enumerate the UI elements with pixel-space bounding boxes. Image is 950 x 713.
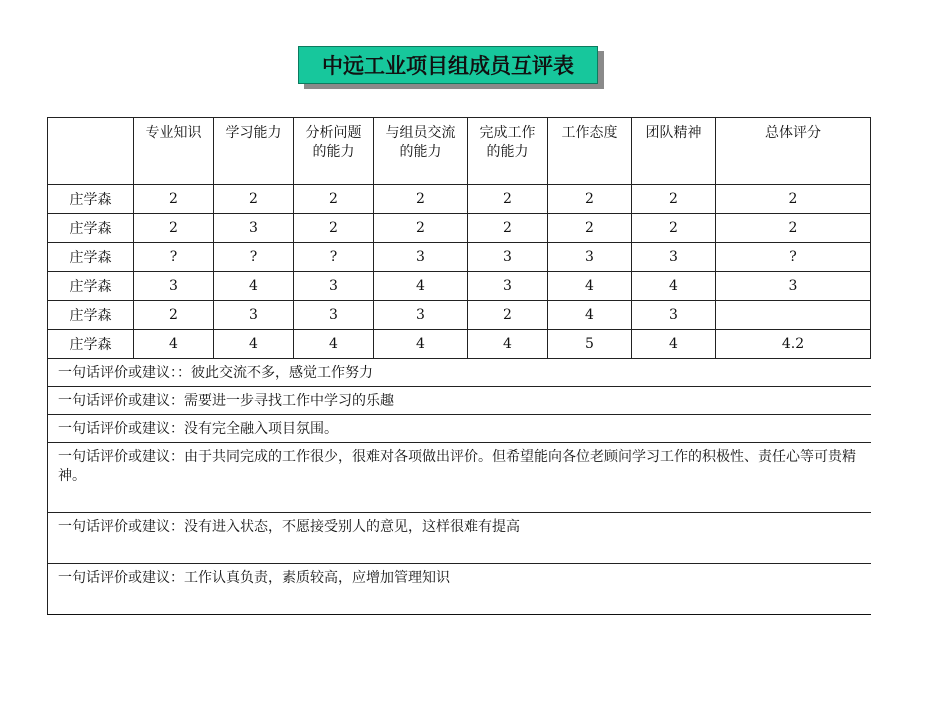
score-cell: 3 <box>468 272 548 301</box>
score-cell: ? <box>294 243 374 272</box>
score-cell: 2 <box>374 214 468 243</box>
score-cell: 3 <box>374 243 468 272</box>
comment-text: 一句话评价或建议：需要进一步寻找工作中学习的乐趣 <box>48 387 871 415</box>
header-cell-learning-ability: 学习能力 <box>214 118 294 185</box>
score-cell: 3 <box>134 272 214 301</box>
score-cell: 3 <box>214 301 294 330</box>
header-row <box>48 118 871 185</box>
table-row <box>48 214 871 243</box>
score-cell: 2 <box>214 185 294 214</box>
overall-score-cell: 4.2 <box>716 330 871 359</box>
comment-text: 一句话评价或建议：工作认真负责，素质较高，应增加管理知识 <box>48 564 871 615</box>
member-name: 庄学森 <box>48 301 134 330</box>
score-cell: 2 <box>548 214 632 243</box>
comment-text: 一句话评价或建议：没有完全融入项目氛围。 <box>48 415 871 443</box>
score-cell: 4 <box>374 272 468 301</box>
page-title: 中远工业项目组成员互评表 <box>298 46 598 84</box>
header-cell-team-spirit: 团队精神 <box>632 118 716 185</box>
member-name: 庄学森 <box>48 243 134 272</box>
comment-row <box>48 513 871 564</box>
score-cell: 2 <box>548 185 632 214</box>
comment-row <box>48 415 871 443</box>
header-cell-work-attitude: 工作态度 <box>548 118 632 185</box>
score-cell: 4 <box>548 272 632 301</box>
comment-row <box>48 443 871 513</box>
score-cell: 4 <box>214 272 294 301</box>
header-cell-overall-score: 总体评分 <box>716 118 871 185</box>
score-cell: 4 <box>548 301 632 330</box>
overall-score-cell <box>716 301 871 330</box>
score-cell: 3 <box>632 301 716 330</box>
table-row <box>48 301 871 330</box>
score-cell: 4 <box>632 272 716 301</box>
score-cell: 2 <box>468 301 548 330</box>
score-cell: 2 <box>134 301 214 330</box>
table-row <box>48 330 871 359</box>
header-cell-analysis-ability: 分析问题的能力 <box>294 118 374 185</box>
score-cell: 2 <box>134 214 214 243</box>
table-row <box>48 185 871 214</box>
score-cell: 3 <box>294 272 374 301</box>
comment-text: 一句话评价或建议：没有进入状态，不愿接受别人的意见，这样很难有提高 <box>48 513 871 564</box>
comment-row <box>48 387 871 415</box>
score-cell: 2 <box>294 185 374 214</box>
score-cell: 3 <box>214 214 294 243</box>
member-name: 庄学森 <box>48 185 134 214</box>
score-cell: 3 <box>548 243 632 272</box>
peer-evaluation-table <box>47 117 871 615</box>
header-cell-communication-ability: 与组员交流的能力 <box>374 118 468 185</box>
score-cell: 3 <box>468 243 548 272</box>
score-cell: 4 <box>468 330 548 359</box>
score-cell: 2 <box>632 185 716 214</box>
score-cell: ? <box>214 243 294 272</box>
score-cell: 4 <box>214 330 294 359</box>
header-cell-professional-knowledge: 专业知识 <box>134 118 214 185</box>
table-row <box>48 243 871 272</box>
score-cell: 2 <box>134 185 214 214</box>
score-cell: 3 <box>294 301 374 330</box>
score-cell: 3 <box>632 243 716 272</box>
header-cell-work-completion-ability: 完成工作的能力 <box>468 118 548 185</box>
score-cell: 4 <box>632 330 716 359</box>
title-banner <box>298 46 603 90</box>
overall-score-cell: 2 <box>716 214 871 243</box>
comment-row <box>48 359 871 387</box>
header-cell-name <box>48 118 134 185</box>
score-cell: 2 <box>294 214 374 243</box>
comment-text: 一句话评价或建议：：彼此交流不多，感觉工作努力 <box>48 359 871 387</box>
comment-text: 一句话评价或建议：由于共同完成的工作很少，很难对各项做出评价。但希望能向各位老顾问学习工作的积极性、责任心等可贵精神。 <box>48 443 871 513</box>
member-name: 庄学森 <box>48 272 134 301</box>
score-cell: 2 <box>374 185 468 214</box>
score-cell: 3 <box>374 301 468 330</box>
member-name: 庄学森 <box>48 330 134 359</box>
score-cell: 4 <box>294 330 374 359</box>
score-cell: 2 <box>632 214 716 243</box>
overall-score-cell: ? <box>716 243 871 272</box>
score-cell: 4 <box>134 330 214 359</box>
score-cell: 5 <box>548 330 632 359</box>
overall-score-cell: 3 <box>716 272 871 301</box>
score-cell: 4 <box>374 330 468 359</box>
score-cell: 2 <box>468 185 548 214</box>
overall-score-cell: 2 <box>716 185 871 214</box>
comment-row <box>48 564 871 615</box>
table-row <box>48 272 871 301</box>
score-cell: 2 <box>468 214 548 243</box>
score-cell: ? <box>134 243 214 272</box>
member-name: 庄学森 <box>48 214 134 243</box>
